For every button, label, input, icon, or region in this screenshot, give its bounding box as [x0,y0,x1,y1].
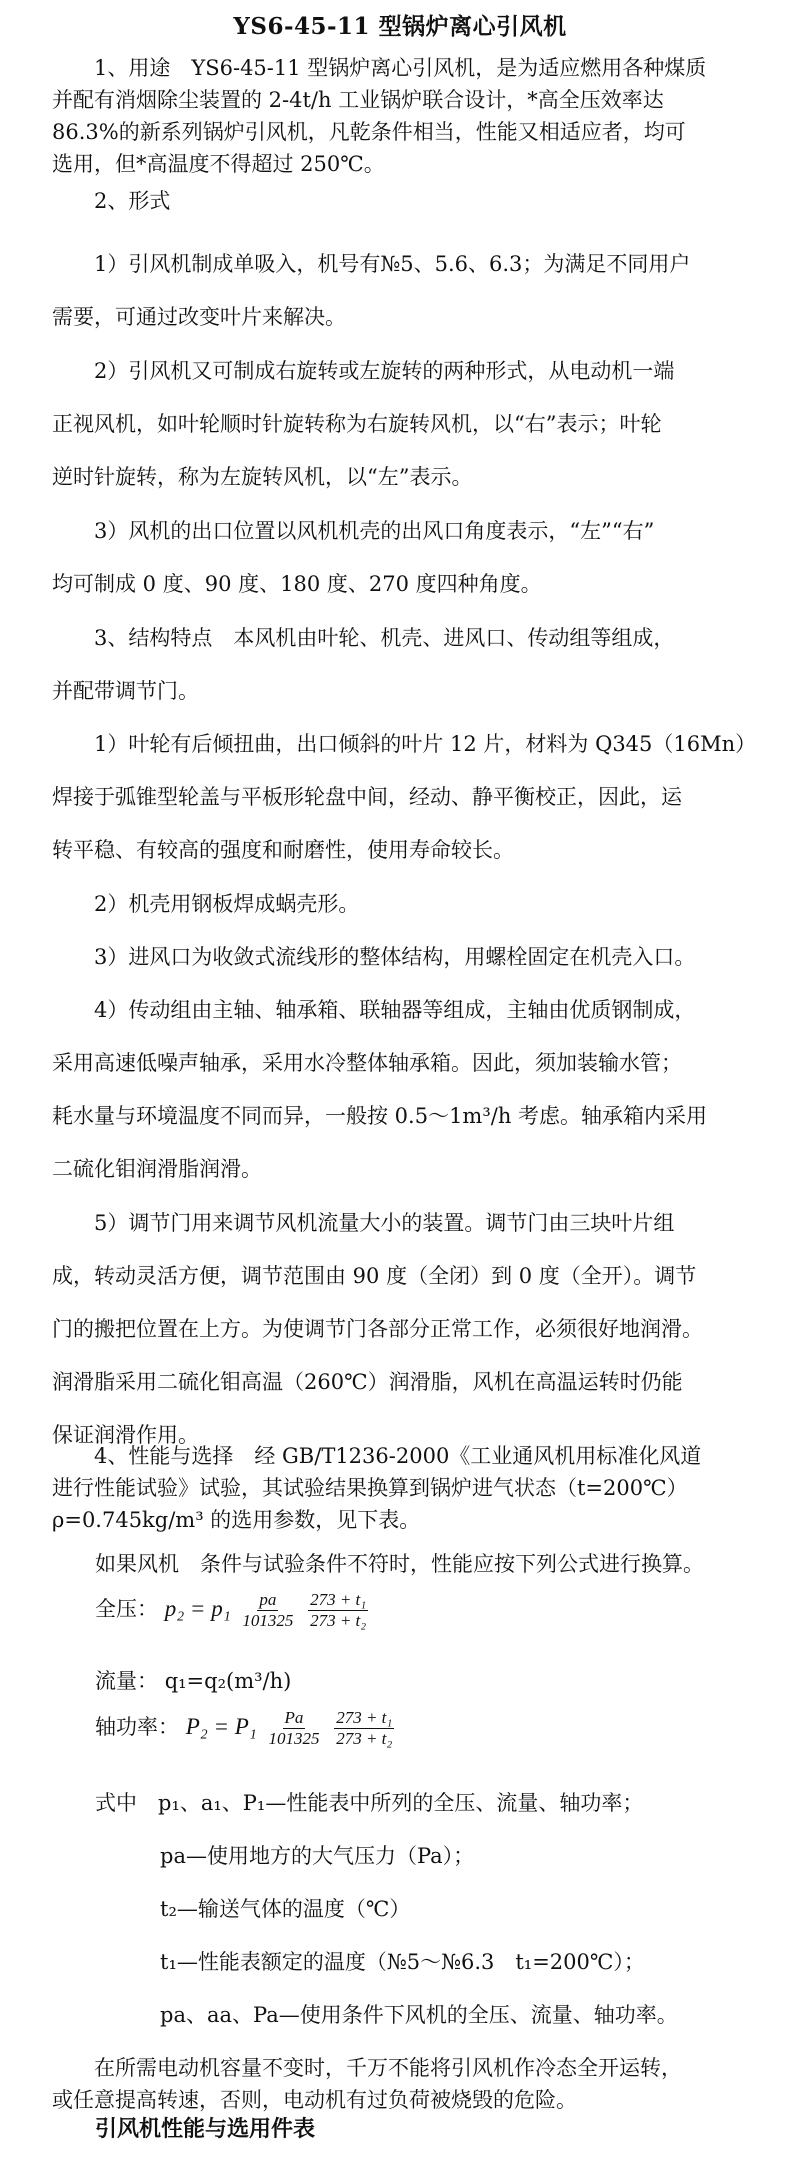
fraction-numerator: 273 + t₁ [310,1590,367,1609]
text-line: 并配带调节门。 [52,679,199,703]
paragraph-damper [52,1197,772,1462]
text-line: 均可制成 0 度、90 度、180 度、270 度四种角度。 [52,572,542,596]
paragraph-transmission [52,984,772,1196]
text-line: 润滑脂采用二硫化钼高温（260℃）润滑脂，风机在高温运转时仍能 [52,1370,683,1394]
formula-lhs: P₂ = P₁ [185,1714,257,1739]
text-line: 正视风机，如叶轮顺时针旋转称为右旋转风机，以“右”表示；叶轮 [52,412,662,436]
formula-flow [95,1665,291,1695]
text-line: 1、用途 YS6-45-11 型锅炉离心引风机，是为适应燃用各种煤质 [94,56,707,80]
paragraph-form-1 [52,238,772,344]
text-line: 4）传动组由主轴、轴承箱、联轴器等组成，主轴由优质钢制成， [94,998,696,1022]
definition-line: 式中 p₁、a₁、P₁—性能表中所列的全压、流量、轴功率； [95,1791,644,1815]
text-line: 在所需电动机容量不变时，千万不能将引风机作冷态全开运转， [94,2056,682,2080]
text-line: 逆时针旋转，称为左旋转风机，以“左”表示。 [52,465,473,489]
definition-line: pa—使用地方的大气压力（Pa）； [160,1844,475,1868]
text-line: 焊接于弧锥型轮盖与平板形轮盘中间，经动、静平衡校正，因此，运 [52,785,682,809]
text-line: 进行性能试验》试验，其试验结果换算到锅炉进气状态（t=200℃） [52,1476,688,1500]
text-line: 1）引风机制成单吸入，机号有№5、5.6、6.3；为满足不同用户 [94,252,691,276]
text-line: 保证润滑作用。 [52,1423,199,1447]
formula-expression: q₁=q₂(m³/h) [164,1669,292,1693]
paragraph-performance [52,1440,772,1536]
paragraph-usage [52,52,772,180]
formula-shaft-power [95,1708,397,1749]
fraction [308,1590,368,1631]
formula-lhs: p₂ = p₁ [164,1596,231,1621]
heading-form: 2、形式 [94,189,171,213]
paragraph-casing: 2）机壳用钢板焊成蜗壳形。 [94,892,360,916]
paragraph-inlet: 3）进风口为收敛式流线形的整体结构，用螺栓固定在机壳入口。 [94,945,696,969]
fraction-denominator: 273 + t₂ [336,1729,393,1748]
text-line: 二硫化钼润滑脂润滑。 [52,1157,262,1181]
document-title: YS6-45-11 型锅炉离心引风机 [233,13,567,40]
paragraph-impeller [52,718,772,877]
text-line: 5）调节门用来调节风机流量大小的装置。调节门由三块叶片组 [94,1211,675,1235]
text-line: 选用，但*高温度不得超过 250℃。 [52,152,385,176]
text-line: 并配有消烟除尘装置的 2-4t/h 工业锅炉联合设计，*高全压效率达 [52,88,664,112]
paragraph-form-3 [52,505,772,611]
fraction-denominator: 101325 [242,1611,294,1630]
formula-label: 流量： [95,1669,158,1693]
fraction-numerator: pa [259,1590,277,1609]
text-line: 或任意提高转速，否则，电动机有过负荷被烧毁的危险。 [52,2088,577,2112]
text-line: 2）引风机又可制成右旋转或左旋转的两种形式，从电动机一端 [94,359,675,383]
formula-label: 轴功率： [95,1715,179,1739]
text-line: 需要，可通过改变叶片来解决。 [52,305,346,329]
text-line: 耗水量与环境温度不同而异，一般按 0.5～1m³/h 考虑。轴承箱内采用 [52,1104,708,1128]
section-heading: 引风机性能与选用件表 [95,2116,316,2142]
fraction-denominator: 101325 [268,1729,320,1748]
text-line: 成，转动灵活方便，调节范围由 90 度（全闭）到 0 度（全开）。调节 [52,1264,697,1288]
text-line: 采用高速低噪声轴承，采用水冷整体轴承箱。因此，须加装输水管； [52,1051,682,1075]
paragraph-conversion: 如果风机 条件与试验条件不符时，性能应按下列公式进行换算。 [95,1552,704,1576]
paragraph-warning [52,2052,772,2116]
text-line: 3）风机的出口位置以风机机壳的出风口角度表示，“左”“右” [94,519,655,543]
paragraph-form-2 [52,345,772,504]
fraction [267,1708,322,1749]
fraction [334,1708,394,1749]
formula-total-pressure [95,1590,371,1631]
text-line: 3、结构特点 本风机由叶轮、机壳、进风口、传动组等组成， [94,626,675,650]
text-line: 86.3%的新系列锅炉引风机，凡乾条件相当，性能又相适应者，均可 [52,120,686,144]
formula-label: 全压： [95,1597,158,1621]
definition-line: t₂—输送气体的温度（℃） [160,1897,411,1921]
definition-line: pa、aa、Pa—使用条件下风机的全压、流量、轴功率。 [160,2003,678,2027]
fraction-denominator: 273 + t₂ [310,1611,367,1630]
text-line: 转平稳、有较高的强度和耐磨性，使用寿命较长。 [52,838,514,862]
fraction [240,1590,295,1631]
fraction-numerator: 273 + t₁ [336,1708,393,1727]
text-line: 门的搬把位置在上方。为使调节门各部分正常工作，必须很好地润滑。 [52,1317,703,1341]
text-line: 4、性能与选择 经 GB/T1236-2000《工业通风机用标准化风道 [94,1444,702,1468]
text-line: ρ=0.745kg/m³ 的选用参数，见下表。 [52,1508,421,1532]
text-line: 1）叶轮有后倾扭曲，出口倾斜的叶片 12 片，材料为 Q345（16Mn） [94,732,757,756]
paragraph-structure [52,612,772,718]
fraction-numerator: Pa [284,1708,304,1727]
definition-line: t₁—性能表额定的温度（№5～№6.3 t₁=200℃）； [160,1950,645,1974]
